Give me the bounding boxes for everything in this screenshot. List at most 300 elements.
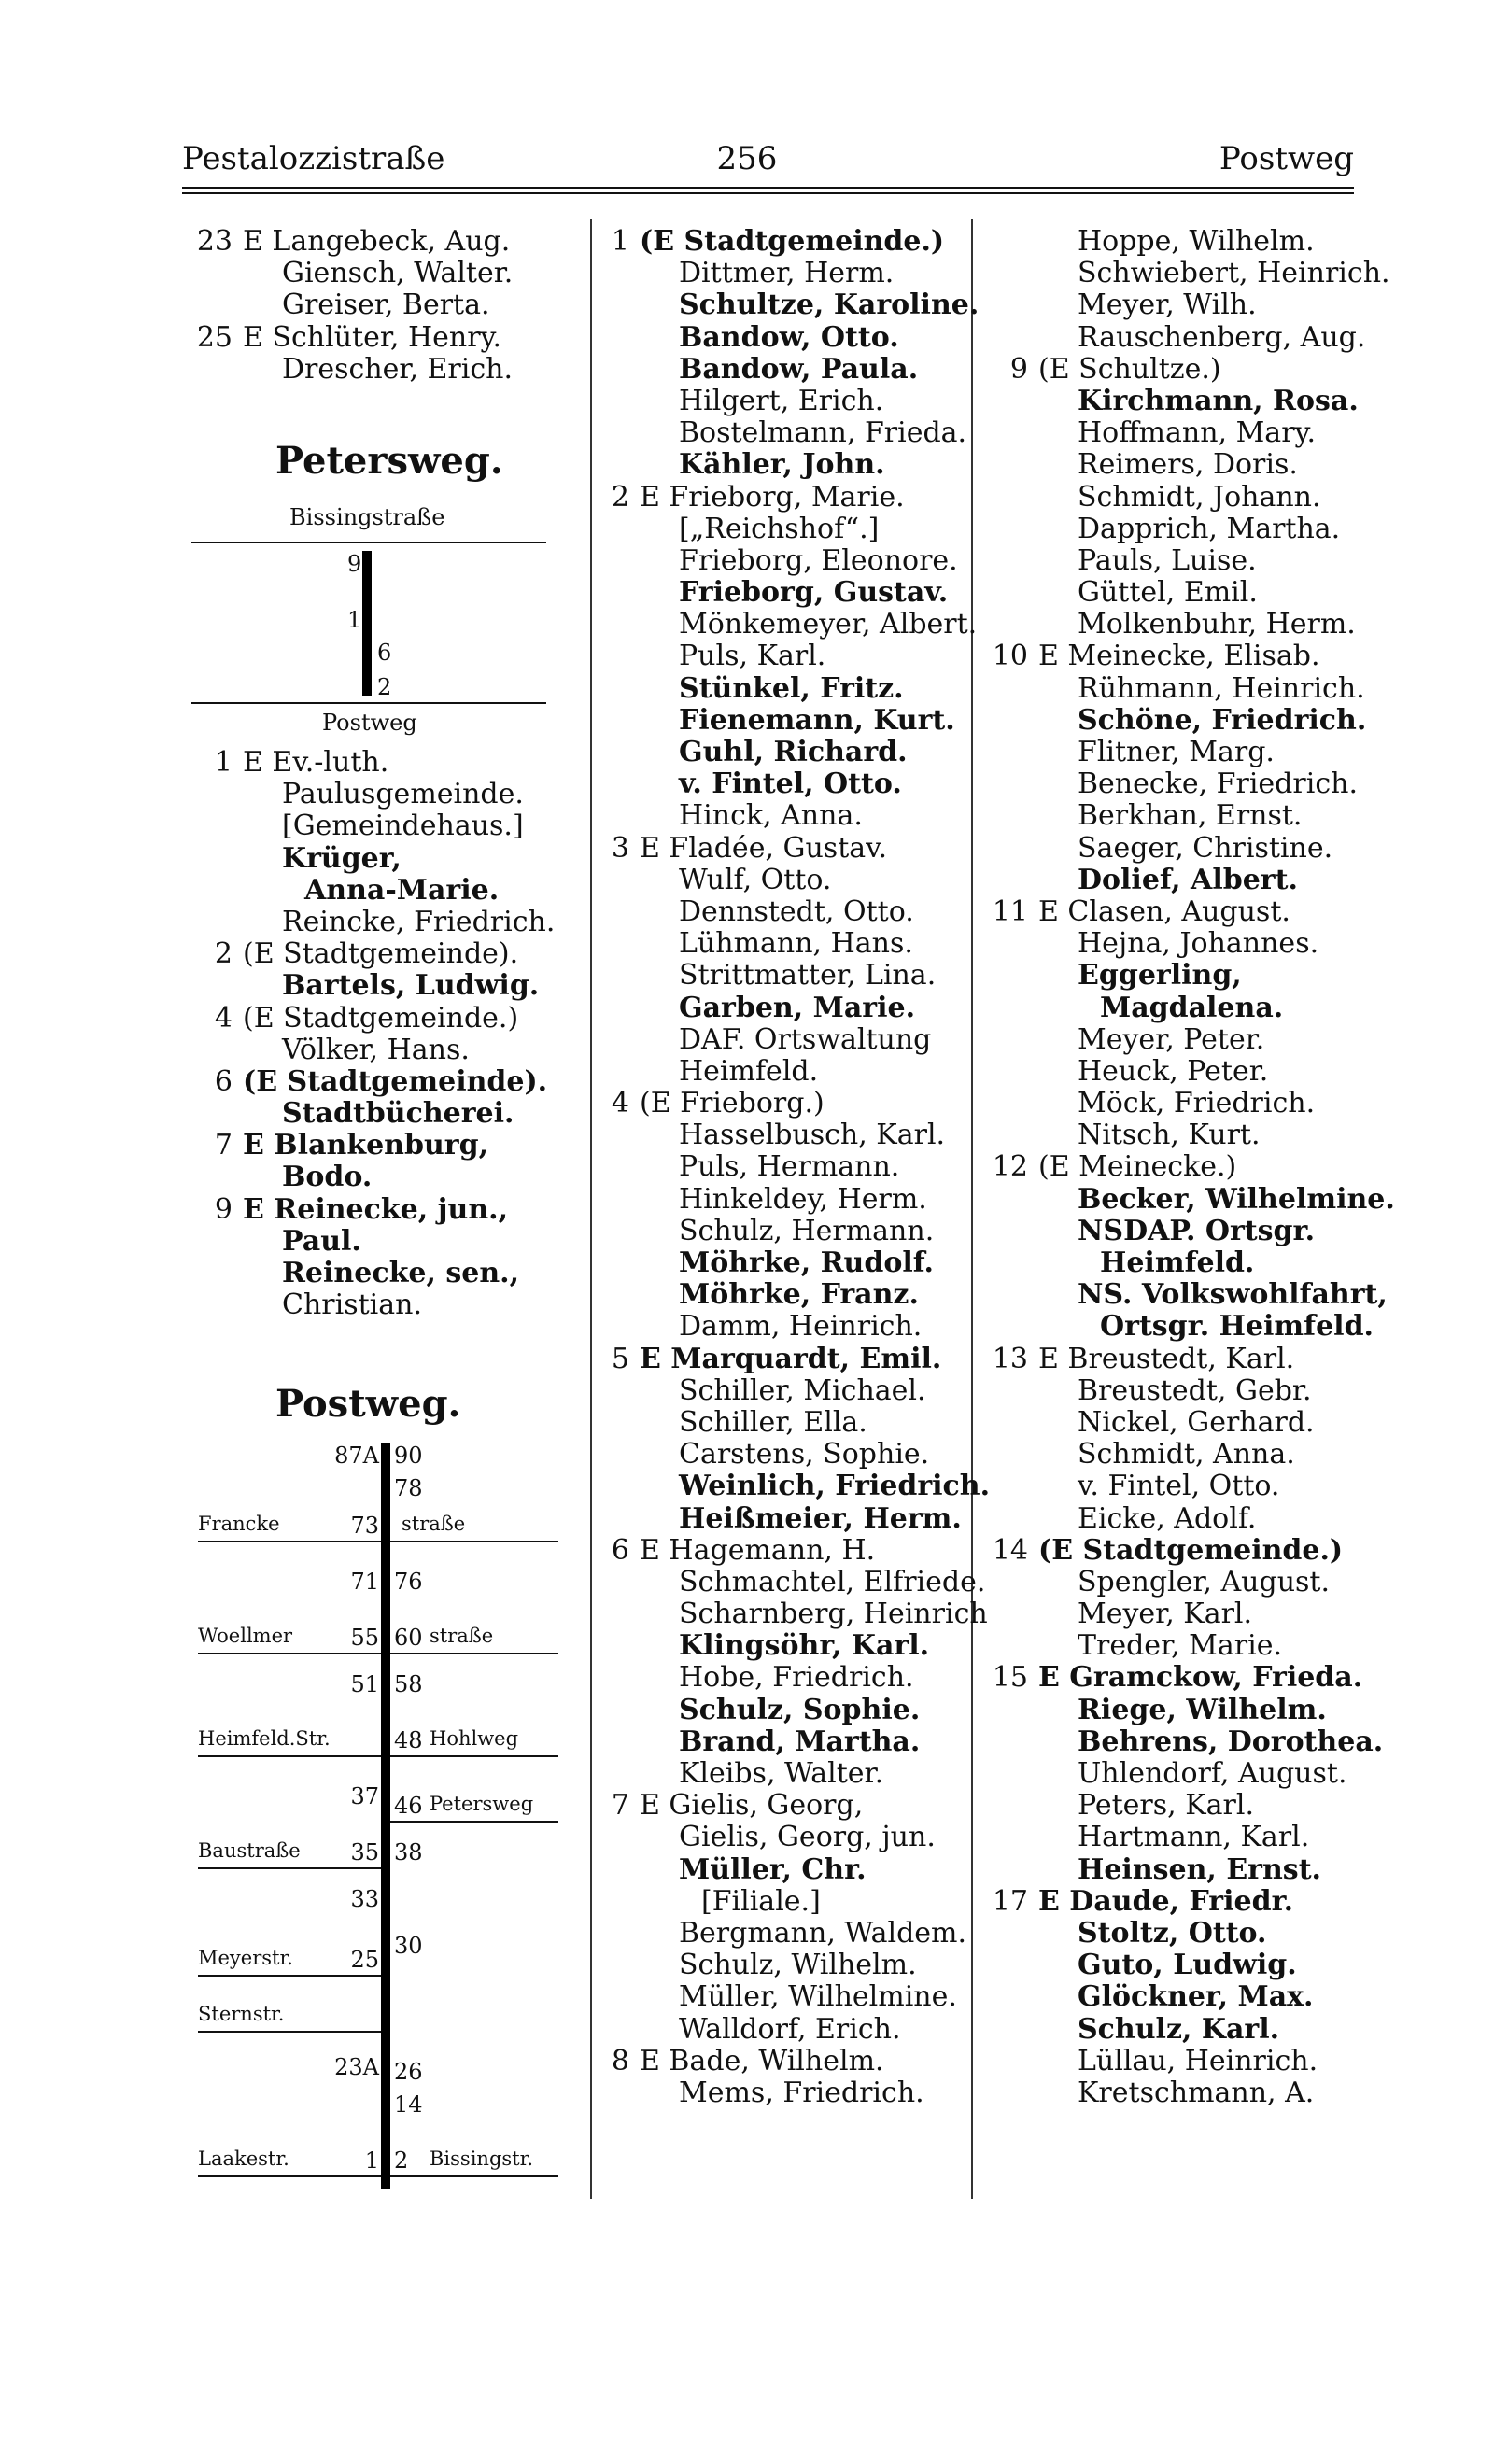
resident-name: E Langebeck, Aug.: [243, 225, 511, 258]
resident-name: Ortsgr. Heimfeld.: [1100, 1310, 1374, 1344]
cross-street-line: [390, 1541, 558, 1542]
resident-name: Giensch, Walter.: [282, 257, 514, 290]
directory-entry: [640, 896, 962, 928]
house-number: 10: [992, 640, 1028, 673]
directory-entry: [243, 810, 579, 842]
resident-name: E Daude, Friedr.: [1038, 1884, 1294, 1918]
resident-name: Heimfeld.: [679, 1054, 819, 1088]
house-number: 13: [992, 1342, 1028, 1375]
house-number: 23: [196, 225, 233, 258]
house-number: 35: [350, 1839, 379, 1866]
cross-street-label: Woellmer: [198, 1625, 293, 1647]
column-1-top: [196, 225, 579, 386]
resident-name: DAF. Ortswaltung: [679, 1022, 932, 1056]
directory-entry: [611, 1087, 962, 1120]
house-number: 8: [611, 2044, 629, 2077]
resident-name: Behrens, Dorothea.: [1078, 1725, 1384, 1758]
resident-name: Kähler, John.: [679, 448, 885, 482]
cross-street-line: [390, 1653, 558, 1654]
resident-name: Garben, Marie.: [679, 991, 916, 1024]
resident-name: (E Stadtgemeinde.): [243, 1001, 519, 1035]
directory-entry: [1038, 1598, 1356, 1630]
resident-name: E Reinecke, jun.,: [243, 1192, 509, 1226]
cross-street-line: [198, 1541, 381, 1542]
resident-name: Völker, Hans.: [282, 1033, 470, 1066]
directory-entry: [640, 577, 962, 609]
running-head-left: Pestalozzistraße: [182, 140, 445, 177]
resident-name: E Gramckow, Frieda.: [1038, 1661, 1363, 1695]
cross-street-label: Hohlweg: [430, 1727, 519, 1750]
house-number: 2: [394, 2147, 409, 2174]
resident-name: Berkhan, Ernst.: [1078, 799, 1303, 833]
directory-entry: [1038, 609, 1356, 641]
resident-name: Schulz, Karl.: [1078, 2012, 1280, 2046]
house-number: 25: [196, 320, 233, 354]
directory-entry: [196, 225, 579, 258]
directory-entry: [640, 1470, 991, 1503]
resident-name: Bostelmann, Frieda.: [679, 416, 967, 450]
directory-entry: [640, 1662, 962, 1694]
directory-entry: [640, 2014, 962, 2046]
page-number: 256: [716, 140, 778, 177]
house-number: 33: [350, 1886, 379, 1912]
street-label: Postweg: [322, 710, 417, 736]
resident-name: Rühmann, Heinrich.: [1078, 671, 1365, 705]
house-number: 4: [611, 1087, 629, 1120]
directory-entry: [1038, 1056, 1356, 1088]
resident-name: Carstens, Sophie.: [679, 1438, 930, 1471]
resident-name: Meyer, Wilh.: [1078, 289, 1257, 322]
cross-street-line: [198, 2031, 381, 2033]
house-number: 51: [350, 1671, 379, 1697]
header-rule-2: [182, 192, 1354, 194]
directory-entry: [1038, 514, 1356, 545]
directory-entry: [1038, 449, 1356, 481]
directory-entry: [640, 1279, 962, 1311]
resident-name: (E Stadtgemeinde.): [1038, 1533, 1344, 1567]
directory-entry: [1038, 1119, 1356, 1151]
directory-entry: [1038, 1854, 1356, 1886]
directory-entry: [992, 1150, 1356, 1184]
directory-entry: [1038, 1375, 1356, 1407]
resident-name: Hoppe, Wilhelm.: [1078, 225, 1315, 258]
resident-name: Pauls, Luise.: [1078, 543, 1257, 577]
resident-name: Dapprich, Martha.: [1078, 512, 1341, 545]
section-title-petersweg: Petersweg.: [275, 439, 503, 483]
resident-name: E Gielis, Georg,: [640, 1789, 864, 1823]
resident-name: Schwiebert, Heinrich.: [1078, 257, 1390, 290]
resident-name: Schöne, Friedrich.: [1078, 703, 1367, 737]
directory-entry: [243, 1162, 579, 1193]
directory-entry: [640, 1565, 986, 1598]
resident-name: Klingsöhr, Karl.: [679, 1629, 930, 1663]
directory-entry: [214, 937, 579, 971]
directory-entry: [243, 875, 579, 907]
resident-name: Hejna, Johannes.: [1078, 927, 1319, 961]
house-number: 2: [214, 937, 233, 971]
directory-entry: [214, 1192, 579, 1226]
resident-name: Mems, Friedrich.: [679, 2076, 924, 2109]
resident-name: Uhlendorf, August.: [1078, 1757, 1347, 1790]
house-number: 87A: [334, 1443, 379, 1469]
directory-entry: [640, 800, 962, 832]
house-number: 2: [377, 674, 392, 700]
resident-name: Hilgert, Erich.: [679, 384, 884, 417]
resident-name: Hinck, Anna.: [679, 799, 863, 833]
resident-name: Reincke, Friedrich.: [282, 905, 556, 938]
directory-entry: [1038, 865, 1356, 896]
resident-name: Guto, Ludwig.: [1078, 1949, 1297, 1982]
resident-name: E Frieborg, Marie.: [640, 480, 905, 514]
resident-name: Benecke, Friedrich.: [1078, 767, 1358, 801]
directory-entry: [243, 1226, 579, 1258]
directory-entry: [214, 746, 579, 779]
cross-street-label: straße: [402, 1513, 466, 1535]
resident-name: Dolief, Albert.: [1078, 863, 1298, 896]
house-number: 5: [611, 1342, 629, 1375]
resident-name: Bergmann, Waldem.: [679, 1916, 967, 1950]
directory-entry: [214, 1064, 579, 1098]
resident-name: Meyer, Peter.: [1078, 1022, 1265, 1056]
resident-name: Dittmer, Herm.: [679, 257, 895, 290]
resident-name: Heißmeier, Herm.: [679, 1501, 962, 1535]
resident-name: Drescher, Erich.: [282, 352, 514, 386]
house-number: 1: [214, 746, 233, 779]
resident-name: Frieborg, Eleonore.: [679, 543, 958, 577]
street-label: Bissingstraße: [289, 504, 445, 530]
resident-name: Puls, Hermann.: [679, 1150, 900, 1184]
cross-street-label: Petersweg: [430, 1793, 534, 1815]
resident-name: Rauschenberg, Aug.: [1078, 320, 1366, 354]
cross-street-line: [198, 1755, 381, 1757]
directory-entry: [243, 1098, 579, 1130]
directory-entry: [1038, 577, 1356, 609]
directory-entry: [992, 1661, 1363, 1695]
directory-entry: [640, 386, 962, 417]
directory-entry: [243, 1258, 579, 1289]
directory-entry: [611, 2044, 962, 2077]
directory-entry: [1038, 833, 1356, 865]
directory-entry: [196, 320, 579, 354]
directory-entry: [1038, 226, 1356, 258]
directory-entry: [1038, 1182, 1395, 1216]
cross-street-line: [198, 1867, 381, 1869]
cross-street-label: Sternstr.: [198, 2003, 285, 2025]
directory-entry: [1038, 1278, 1388, 1312]
directory-entry: [640, 1981, 962, 2013]
house-number: 60: [394, 1625, 423, 1651]
resident-name: Heimfeld.: [1100, 1246, 1255, 1279]
resident-name: (E Stadtgemeinde.): [640, 225, 945, 258]
column-1-petersweg: [214, 746, 579, 1322]
resident-name: v. Fintel, Otto.: [679, 767, 902, 801]
resident-name: Frieborg, Gustav.: [679, 576, 949, 610]
house-number: 58: [394, 1671, 423, 1697]
directory-entry: [640, 737, 962, 768]
directory-entry: [243, 289, 579, 321]
house-number: 17: [992, 1884, 1028, 1918]
directory-entry: [243, 843, 579, 875]
directory-entry: [1038, 384, 1359, 417]
directory-entry: [1038, 1024, 1356, 1056]
resident-name: Christian.: [282, 1288, 422, 1322]
house-number: 7: [611, 1789, 629, 1823]
directory-entry: [1038, 1216, 1356, 1247]
directory-entry: [640, 1630, 962, 1662]
resident-name: Strittmatter, Lina.: [679, 959, 937, 993]
resident-name: Schiller, Michael.: [679, 1373, 926, 1407]
house-number: 23A: [334, 2054, 379, 2080]
resident-name: Möhrke, Rudolf.: [679, 1246, 935, 1279]
house-number: 46: [394, 1793, 423, 1819]
resident-name: Müller, Chr.: [679, 1852, 867, 1886]
directory-entry: [1038, 928, 1356, 960]
directory-entry: [640, 1216, 962, 1247]
cross-street-line: [390, 1755, 558, 1757]
directory-entry: [640, 1407, 962, 1439]
resident-name: (E Schultze.): [1038, 352, 1221, 386]
directory-entry: [1038, 545, 1356, 577]
resident-name: Möhrke, Franz.: [679, 1278, 919, 1312]
directory-entry: [1038, 1822, 1356, 1853]
directory-entry: [640, 545, 962, 577]
house-number: 38: [394, 1839, 423, 1866]
column-divider: [590, 219, 592, 2199]
directory-entry: [243, 354, 579, 386]
resident-name: Puls, Karl.: [679, 640, 826, 673]
directory-entry: [640, 608, 978, 641]
house-number: 6: [611, 1533, 629, 1567]
resident-name: [Gemeindehaus.]: [282, 810, 524, 843]
house-number: 25: [350, 1947, 379, 1973]
street-bar: [362, 551, 372, 696]
cross-street-label: Baustraße: [198, 1839, 301, 1862]
cross-street-line: [390, 2175, 558, 2177]
resident-name: Becker, Wilhelmine.: [1078, 1182, 1395, 1216]
directory-entry: [640, 1024, 962, 1056]
column-2: [611, 225, 991, 2109]
house-number: 14: [992, 1533, 1028, 1567]
resident-name: Güttel, Emil.: [1078, 576, 1258, 610]
resident-name: Hasselbusch, Karl.: [679, 1119, 946, 1152]
resident-name: Reinecke, sen.,: [282, 1257, 520, 1289]
directory-entry: [1038, 1567, 1356, 1598]
directory-entry: [1038, 768, 1356, 800]
resident-name: v. Fintel, Otto.: [1078, 1470, 1280, 1503]
directory-entry: [640, 354, 962, 386]
directory-entry: [1038, 1695, 1356, 1726]
directory-entry: [1038, 1471, 1356, 1502]
directory-entry: [243, 970, 579, 1002]
directory-entry: [1038, 1758, 1356, 1790]
directory-entry: [640, 1119, 962, 1151]
resident-name: Heuck, Peter.: [1078, 1054, 1269, 1088]
directory-entry: [992, 1533, 1356, 1567]
resident-name: Schulz, Hermann.: [679, 1214, 935, 1247]
resident-name: Peters, Karl.: [1078, 1789, 1254, 1823]
resident-name: Hartmann, Karl.: [1078, 1821, 1310, 1854]
cross-street-line: [198, 1975, 381, 1977]
house-number: 9: [347, 551, 362, 577]
directory-entry: [640, 1439, 962, 1471]
directory-entry: [640, 641, 962, 672]
cross-street-label: Bissingstr.: [430, 2147, 534, 2170]
resident-name: Brand, Martha.: [679, 1725, 921, 1758]
directory-entry: [992, 1884, 1356, 1918]
house-number: 1: [347, 607, 362, 633]
directory-entry: [640, 1056, 962, 1088]
resident-name: Damm, Heinrich.: [679, 1310, 923, 1344]
resident-name: Glöckner, Max.: [1078, 1980, 1314, 2014]
directory-entry: [640, 1695, 962, 1726]
cross-street-line: [390, 1821, 558, 1823]
resident-name: Eggerling,: [1078, 959, 1242, 993]
resident-name: Riege, Wilhelm.: [1078, 1693, 1327, 1726]
directory-entry: [640, 1822, 962, 1853]
resident-name: E Fladée, Gustav.: [640, 831, 888, 865]
resident-name: Bodo.: [282, 1161, 373, 1194]
house-number: 11: [992, 894, 1028, 928]
directory-entry: [243, 1035, 579, 1066]
house-number: 37: [350, 1783, 379, 1809]
resident-name: Paul.: [282, 1224, 361, 1258]
resident-name: Schulz, Wilhelm.: [679, 1949, 917, 1982]
directory-entry: [640, 322, 962, 354]
resident-name: Schultze, Karoline.: [679, 289, 980, 322]
resident-name: Paulusgemeinde.: [282, 778, 524, 811]
cross-street-line: [198, 1653, 381, 1654]
house-number: 9: [1009, 352, 1028, 386]
directory-entry: [640, 1854, 962, 1886]
resident-name: (E Stadtgemeinde).: [243, 1064, 548, 1098]
directory-entry: [611, 1533, 962, 1567]
directory-entry: [640, 289, 980, 322]
house-number: 12: [992, 1150, 1028, 1184]
directory-entry: [640, 2077, 962, 2109]
resident-name: Stadtbücherei.: [282, 1097, 514, 1131]
resident-name: E Marquardt, Emil.: [640, 1342, 942, 1375]
resident-name: Möck, Friedrich.: [1078, 1087, 1316, 1120]
resident-name: E Bade, Wilhelm.: [640, 2044, 884, 2077]
resident-name: Meyer, Karl.: [1078, 1598, 1253, 1631]
directory-entry: [1038, 737, 1356, 768]
house-number: 71: [350, 1569, 379, 1595]
directory-entry: [1038, 703, 1367, 737]
directory-entry: [1038, 960, 1356, 992]
directory-entry: [640, 1598, 988, 1631]
directory-entry: [611, 1342, 962, 1375]
resident-name: Schiller, Ella.: [679, 1405, 867, 1439]
directory-entry: [1038, 1439, 1356, 1471]
running-head-right: Postweg: [1219, 140, 1354, 177]
resident-name: Müller, Wilhelmine.: [679, 1980, 957, 2014]
directory-entry: [640, 1311, 962, 1343]
directory-entry: [1038, 320, 1366, 354]
resident-name: Bandow, Otto.: [679, 320, 899, 354]
resident-name: Stoltz, Otto.: [1078, 1916, 1267, 1950]
directory-entry: [1038, 1950, 1356, 1981]
house-number: 14: [394, 2091, 423, 2118]
directory-entry: [992, 894, 1356, 928]
resident-name: Schmidt, Anna.: [1078, 1438, 1295, 1471]
directory-entry: [640, 705, 962, 737]
directory-entry: [640, 514, 962, 545]
resident-name: E Ev.-luth.: [243, 746, 389, 779]
house-number: 4: [214, 1001, 233, 1035]
directory-entry: [1038, 1247, 1356, 1279]
directory-entry: [1038, 2014, 1356, 2046]
house-number: 3: [611, 831, 629, 865]
directory-entry: [640, 1503, 962, 1535]
cross-street-label: Francke: [198, 1513, 280, 1535]
resident-name: Molkenbuhr, Herm.: [1078, 608, 1356, 641]
house-number: 76: [394, 1569, 423, 1595]
resident-name: Walldorf, Erich.: [679, 2012, 901, 2046]
directory-entry: [611, 831, 962, 865]
directory-entry: [243, 1289, 579, 1321]
resident-name: [„Reichshof“.]: [679, 512, 880, 545]
directory-entry: [640, 258, 962, 289]
directory-entry: [611, 480, 962, 514]
directory-entry: [1038, 1630, 1356, 1662]
resident-name: (E Stadtgemeinde).: [243, 937, 519, 971]
directory-entry: [640, 1184, 962, 1216]
directory-entry: [1038, 671, 1365, 705]
cross-street-label: straße: [430, 1625, 494, 1647]
house-number: 78: [394, 1475, 423, 1501]
directory-entry: [640, 928, 962, 960]
resident-name: Weinlich, Friedrich.: [679, 1470, 991, 1503]
resident-name: Wulf, Otto.: [679, 863, 832, 896]
directory-entry: [214, 1001, 579, 1035]
resident-name: Greiser, Berta.: [282, 289, 490, 322]
resident-name: Hoffmann, Mary.: [1078, 416, 1317, 450]
directory-entry: [1038, 1981, 1356, 2013]
directory-entry: [1038, 289, 1356, 321]
resident-name: (E Meinecke.): [1038, 1150, 1237, 1184]
resident-name: Bandow, Paula.: [679, 352, 919, 386]
resident-name: Bartels, Ludwig.: [282, 969, 540, 1003]
directory-entry: [992, 640, 1356, 673]
cross-street-line: [198, 2175, 381, 2177]
directory-entry: [1038, 993, 1356, 1024]
resident-name: Guhl, Richard.: [679, 736, 908, 768]
cross-street-label: Laakestr.: [198, 2147, 289, 2170]
directory-entry: [640, 416, 967, 450]
directory-entry: [1038, 1725, 1384, 1758]
directory-entry: [992, 1342, 1356, 1375]
resident-name: Nickel, Gerhard.: [1078, 1405, 1315, 1439]
resident-name: Lühmann, Hans.: [679, 927, 913, 961]
directory-entry: [1038, 2077, 1356, 2109]
directory-entry: [640, 993, 962, 1024]
house-number: 48: [394, 1727, 423, 1753]
section-title-postweg: Postweg.: [275, 1382, 461, 1426]
directory-entry: [640, 768, 962, 800]
house-number: 15: [992, 1661, 1028, 1695]
resident-name: Anna-Marie.: [304, 873, 500, 907]
directory-entry: [1038, 800, 1356, 832]
resident-name: (E Frieborg.): [640, 1087, 825, 1120]
cross-street-label: Heimfeld.Str.: [198, 1727, 331, 1750]
directory-entry: [640, 1950, 962, 1981]
resident-name: E Schlüter, Henry.: [243, 320, 502, 354]
directory-entry: [214, 1129, 579, 1162]
directory-entry: [640, 673, 962, 705]
house-number: 9: [214, 1192, 233, 1226]
resident-name: E Breustedt, Karl.: [1038, 1342, 1295, 1375]
resident-name: Heinsen, Ernst.: [1078, 1852, 1321, 1886]
